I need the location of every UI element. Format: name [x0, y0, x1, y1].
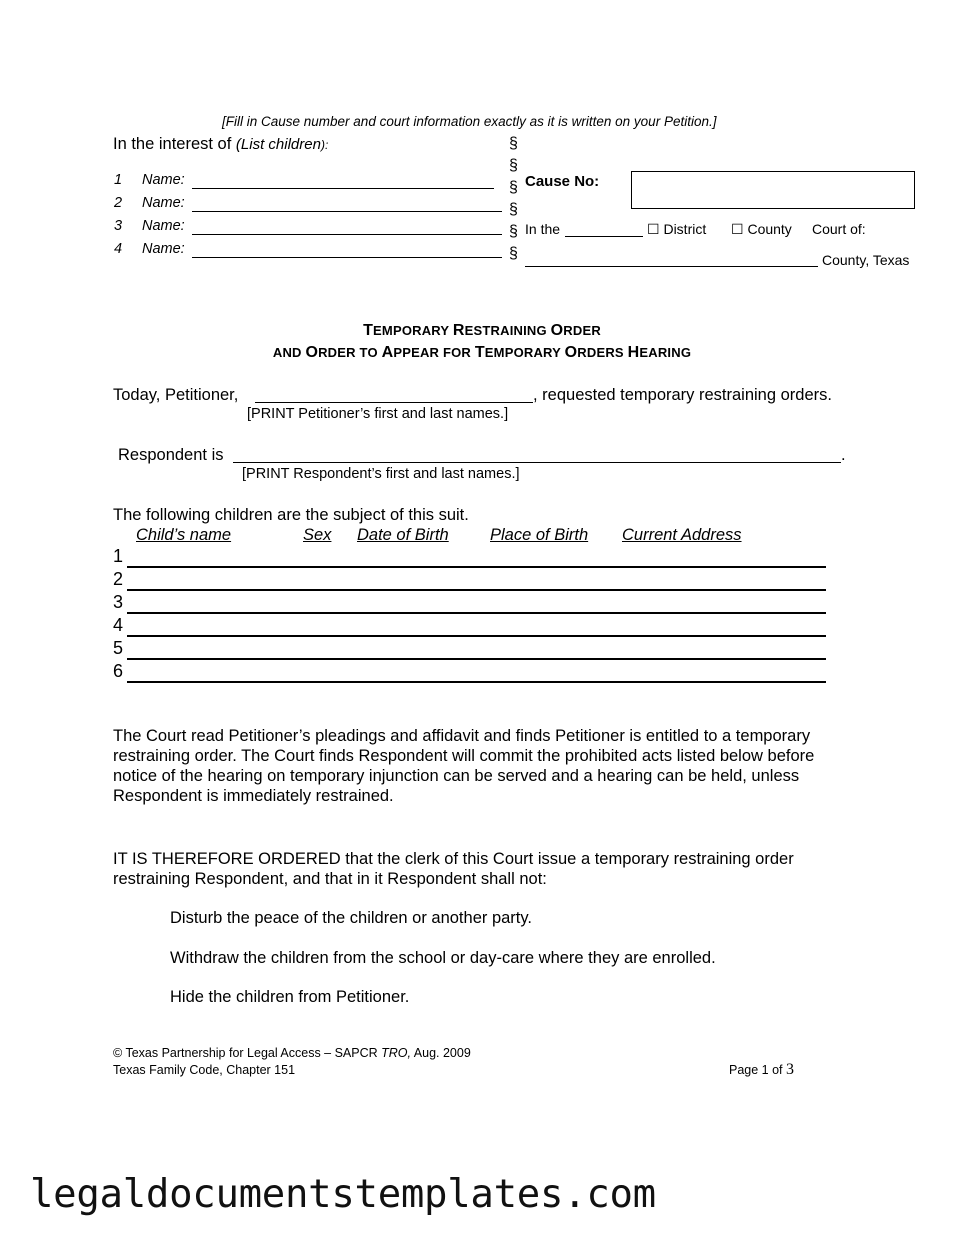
section-symbol: §: [509, 223, 518, 240]
county-name-line[interactable]: [525, 266, 818, 267]
children-intro: The following children are the subject of this suit.: [113, 506, 469, 524]
tro-text: TRO,: [381, 1046, 411, 1060]
header-date-of-birth: Date of Birth: [357, 526, 449, 544]
name-row-2: [114, 195, 185, 211]
title-word: HEARING: [627, 344, 692, 361]
title-word: TEMPORARY: [474, 344, 565, 361]
header-sex: Sex: [303, 526, 332, 544]
title-word: ORDERS: [564, 344, 628, 361]
child-row-line[interactable]: [127, 612, 826, 614]
section-symbol: §: [509, 201, 518, 218]
cause-no-input[interactable]: [631, 171, 915, 209]
header-current-address: Current Address: [622, 526, 742, 544]
title-word: AND: [272, 345, 306, 360]
name-row-label: Name:: [142, 241, 185, 257]
county-texas-label: County, Texas: [822, 252, 910, 268]
title-word: ORDER: [550, 322, 601, 339]
county-label: County: [747, 221, 792, 237]
court-of-label: Court of:: [812, 221, 866, 237]
copyright-text: © Texas Partnership for Legal Access – SAPCR: [113, 1046, 382, 1060]
name-row-num: 4: [114, 241, 123, 257]
name-row-1: [114, 172, 185, 188]
title-word: APPEAR FOR: [381, 344, 475, 361]
title-word: RESTRAINING: [452, 322, 551, 339]
child-row-num: 6: [113, 661, 124, 681]
respondent-hint: [PRINT Respondent’s first and last names.]: [242, 466, 520, 482]
footer-code: Texas Family Code, Chapter 151: [113, 1063, 296, 1077]
form-date: Aug. 2009: [411, 1046, 471, 1060]
child-row-num: 3: [113, 592, 124, 612]
child-row-line[interactable]: [127, 658, 826, 660]
court-in-the: In the: [525, 221, 561, 237]
petitioner-name-line[interactable]: [255, 402, 533, 403]
section-symbol: §: [509, 157, 518, 174]
district-option[interactable]: [647, 221, 706, 238]
name-row-label: Name:: [142, 218, 185, 234]
order-title-line2: [0, 344, 964, 362]
header-place-of-birth: Place of Birth: [490, 526, 589, 544]
child-row-line[interactable]: [127, 566, 826, 568]
name-line-1[interactable]: [192, 188, 494, 189]
respondent-suffix: .: [841, 446, 846, 464]
court-number-line[interactable]: [565, 236, 643, 237]
name-line-3[interactable]: [192, 234, 502, 235]
section-symbol: §: [509, 135, 518, 152]
name-row-label: Name:: [142, 195, 185, 211]
district-label: District: [663, 221, 707, 237]
ordered-paragraph: IT IS THEREFORE ORDERED that the clerk of this Court issue a temporary restraining order restraining Respondent, and that in it Respondent shall not:: [113, 850, 794, 888]
watermark-text: legaldocumentstemplates.com: [30, 1172, 656, 1217]
section-symbol: §: [509, 179, 518, 196]
footer-copyright: [113, 1046, 471, 1060]
interest-list-children: (List children: [235, 136, 321, 153]
name-line-2[interactable]: [192, 211, 502, 212]
section-symbol: §: [509, 245, 518, 262]
order-title-line1: [0, 322, 964, 340]
child-row-num: 1: [113, 546, 124, 566]
respondent-name-line[interactable]: [233, 462, 841, 463]
interest-heading: [113, 135, 328, 154]
petitioner-suffix: , requested temporary restraining orders.: [533, 386, 832, 404]
interest-prefix: In the interest of: [113, 135, 236, 153]
child-row-line[interactable]: [127, 589, 826, 591]
name-row-label: Name:: [142, 172, 185, 188]
name-row-num: 3: [114, 218, 123, 234]
name-row-num: 2: [114, 195, 123, 211]
page-prefix: Page 1 of: [729, 1063, 786, 1077]
prohibition-item: Withdraw the children from the school or day-care where they are enrolled.: [170, 949, 716, 967]
title-word: ORDER TO: [305, 344, 382, 361]
name-row-4: [114, 241, 185, 257]
child-row-line[interactable]: [127, 681, 826, 683]
prohibition-item: Hide the children from Petitioner.: [170, 988, 410, 1006]
instruction-note: [Fill in Cause number and court information exactly as it is written on your Petition.]: [222, 114, 717, 129]
child-row-num: 2: [113, 569, 124, 589]
interest-close: ):: [320, 138, 329, 152]
prohibition-item: Disturb the peace of the children or another party.: [170, 909, 532, 927]
title-word: TEMPORARY: [363, 322, 453, 339]
name-row-num: 1: [114, 172, 123, 188]
county-option[interactable]: [731, 221, 792, 238]
court-findings-paragraph: The Court read Petitioner’s pleadings and affidavit and finds Petitioner is entitled to a temporary restraining order. The Court finds Respondent will commit the prohibited acts listed below before notice of the hearing on temporary injunction can be served and a hearing can be held, unless Respondent is immediately restrained.: [113, 727, 815, 805]
header-child-name: Child’s name: [136, 526, 232, 544]
petitioner-prefix: Today, Petitioner,: [113, 386, 239, 404]
checkbox-icon[interactable]: ☐: [731, 221, 744, 237]
page-number: [729, 1061, 794, 1079]
page-total: 3: [786, 1061, 794, 1078]
children-table-header: [0, 526, 964, 548]
name-line-4[interactable]: [192, 257, 502, 258]
checkbox-icon[interactable]: ☐: [647, 221, 660, 237]
petitioner-hint: [PRINT Petitioner’s first and last names.]: [247, 406, 509, 422]
name-row-3: [114, 218, 185, 234]
child-row-line[interactable]: [127, 635, 826, 637]
respondent-prefix: Respondent is: [118, 446, 224, 464]
cause-no-label: Cause No:: [525, 173, 600, 190]
child-row-num: 5: [113, 638, 124, 658]
child-row-num: 4: [113, 615, 124, 635]
